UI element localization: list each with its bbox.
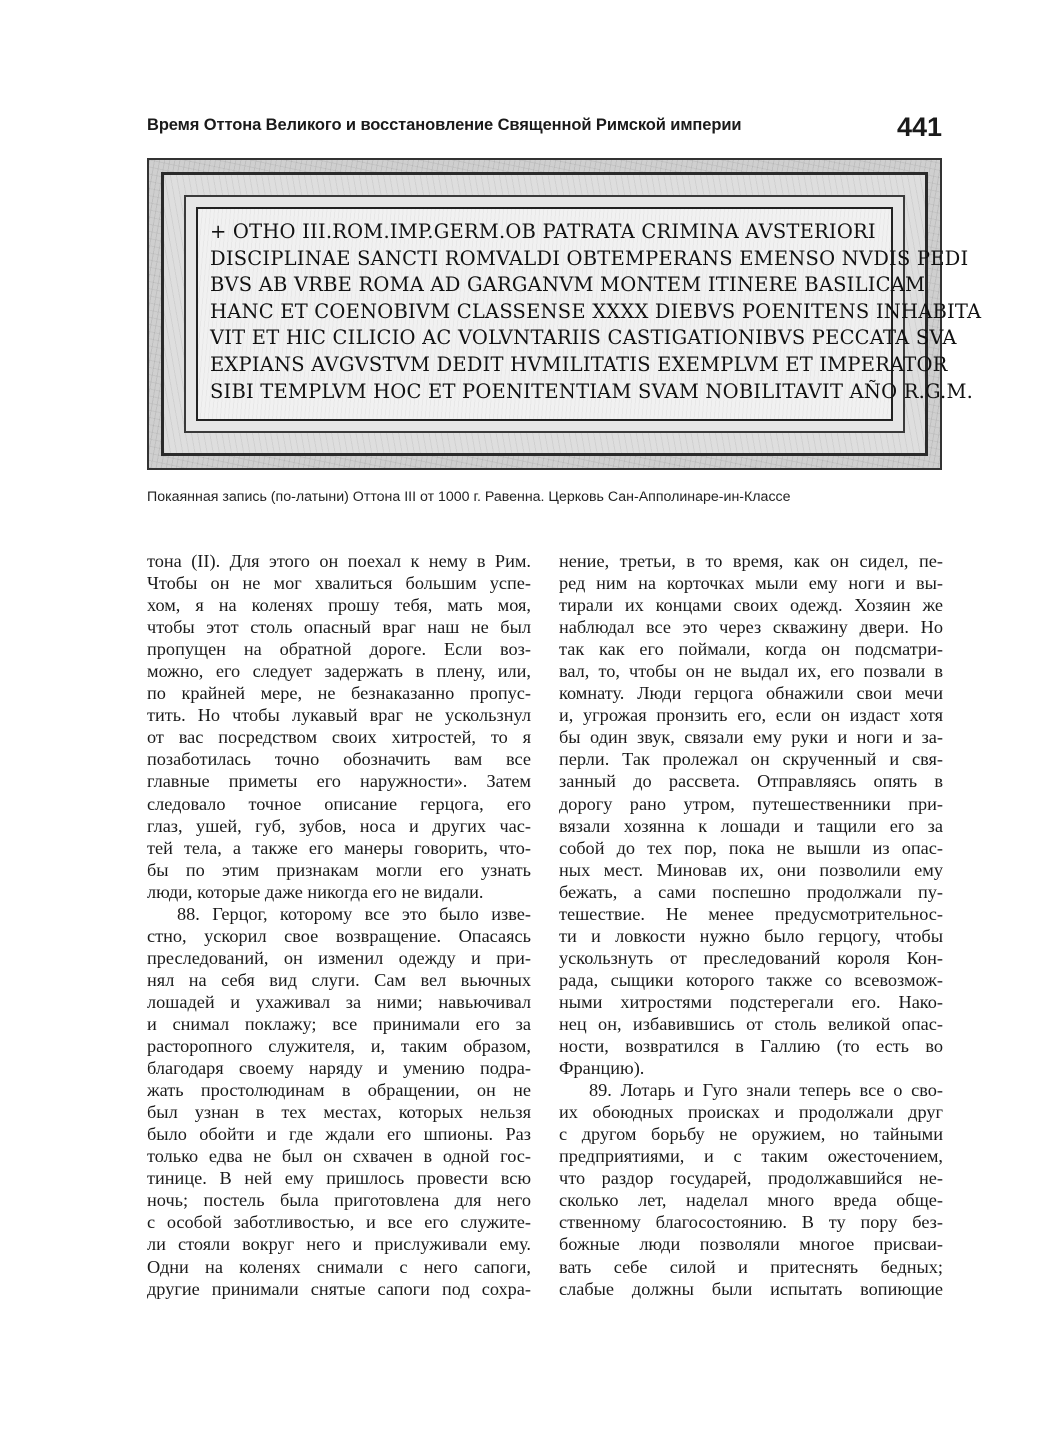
text-line: Францию). [559,1058,645,1079]
text-line: ли стояли вокруг него и прислуживали ему. [147,1234,531,1255]
text-line: люди, которые даже никогда его не видали. [147,881,484,902]
text-line: занный до рассвета. Отправляясь опять в [559,771,943,792]
text-line: был узнан в тех местах, которых нельзя [147,1102,531,1123]
text-line: преследований, он изменил одежду и при- [147,947,531,968]
text-line: тирали их концами своих одежд. Хозяин же [559,595,943,616]
inscription-line: VIT ET HIC CILICIO AC VOLVNTARIIS CASTIGATIONIBVS PECCATA SVA [210,326,957,350]
inscription-plaque-figure [147,158,982,470]
text-line: ред ним на корточках мыли ему ноги и вы- [559,573,943,594]
text-line: тей тела, а также его манеры говорить, что- [147,837,531,858]
text-line: бежать, а сами поспешно продолжали пу- [559,881,943,902]
text-line: хом, я на коленях прошу тебя, мать моя, [147,595,531,616]
text-line: дорогу рано утром, путешественники при- [559,793,943,814]
inscription-line: SIBI TEMPLVM HOC ET POENITENTIAM SVAM NOBILITAVIT AÑO R.G.M. [210,379,974,403]
text-line: тинице. В ней ему пришлось провести всю [147,1168,531,1189]
text-line: рада, сыщики которого также со всевозмож- [559,969,943,990]
text-line: пропущен на обратной дороге. Если воз- [147,639,531,660]
text-line: нял на себя вид слуги. Сам вел вьючных [147,969,531,990]
text-line: с особой заботливостью, и все его служите- [147,1212,531,1233]
text-line: было обойти и где ждали его шпионы. Раз [147,1124,531,1145]
inscription-line: EXPIANS AVGVSTVM DEDIT HVMILITATIS EXEMPLVM ET IMPERATOR [210,352,948,376]
text-line: тить. Но чтобы лукавый враг не ускользнул [147,705,531,726]
text-line: ности, возвратился в Галлию (то есть во [559,1036,943,1057]
text-line: ственному благосостоянию. В ту пору без- [559,1212,943,1233]
text-line: следовало точное описание герцога, его [147,793,531,814]
text-line: комнату. Люди герцога обнажили свои мечи [559,683,943,704]
text-line: божные люди позволяли многое присваи- [559,1234,943,1255]
text-line: вать себе силой и притеснять бедных; [559,1256,943,1277]
inscription-line: BVS AB VRBE ROMA AD GARGANVM MONTEM ITINERE BASILICAM [210,273,926,297]
plaque-inscription-panel [196,207,982,421]
text-line: можно, его следует задержать в плену, или, [147,661,531,682]
text-line: стно, ускорил свое возвращение. Опасаясь [147,925,531,946]
text-line: и, угрожая пронзить его, если он издаст хотя [559,705,943,726]
plaque-middle-frame [184,195,982,433]
text-line: по крайней мере, не безнаказанно пропус- [147,683,531,704]
text-line: наблюдал все это через скважину двери. Но [559,617,943,638]
text-line: главные приметы его наружности». Затем [147,771,531,792]
text-line: расторопного служителя, и, таким образом, [147,1036,531,1057]
text-line: ночь; постель была приготовлена для него [147,1190,531,1211]
text-line: ти и ловкости нужно было герцогу, чтобы [559,925,943,946]
text-line: предприятиями, и с таким ожесточением, [559,1146,943,1167]
text-line: собой до тех пор, пока не вышли из опас- [559,837,943,858]
text-line: от вас посредством своих хитростей, то я [147,727,531,748]
page-number: 441 [896,112,942,142]
text-line: только едва не был он схвачен в одной гос- [147,1146,531,1167]
text-line: Одни на коленях снимали с него сапоги, [147,1256,531,1277]
figure-caption: Покаянная запись (по-латыни) Оттона III от 1000 г. Равенна. Церковь Сан-Апполинаре-ин-Классе [147,489,791,505]
inscription-line: HANC ET COENOBIVM CLASSENSE XXXX DIEBVS POENITENS INHABITA [210,299,982,323]
text-line: ных мест. Миновав их, они позволили ему [559,859,943,880]
text-line: ускользнуть от преследований короля Кон- [559,947,943,968]
text-line: Чтобы он не мог хвалиться большим успе- [147,573,531,594]
inscription-line: + OTHO III.ROM.IMP.GERM.OB PATRATA CRIMINA AVSTERIORI [210,220,876,243]
text-line: другие принимали снятые сапоги под сохра- [147,1278,531,1299]
text-line: позаботилась точно обозначить вам все [147,749,531,770]
text-line: ными хитростями подстерегали его. Нако- [559,991,943,1012]
inscription-line: DISCIPLINAE SANCTI ROMVALDI OBTEMPERANS EMENSO NVDIS PEDI [210,246,969,270]
text-line: глаз, ушей, губ, зубов, носа и других час- [147,815,531,836]
text-line: нец он, избавившись от столь великой опас- [559,1013,943,1034]
text-line: перли. Так пролежал он скрученный и свя- [559,749,943,770]
text-line: жать простолюдинам в обращении, он не [147,1080,531,1101]
text-line: тешествие. Не менее предусмотрительнос- [559,903,943,924]
text-line: вал, то, чтобы он не выдал их, его позвали в [559,661,943,682]
text-line: так как его поймали, когда он подсматри- [559,639,943,660]
text-line: их обоюдных происках и продолжали друг [559,1102,943,1123]
text-line: тона (II). Для этого он поехал к нему в Рим. [147,551,531,571]
text-line: нение, третьи, в то время, как он сидел, пе- [559,551,943,571]
text-line: чтобы этот столь опасный враг наш не был [147,617,531,638]
text-line: бы один звук, связали ему руки и ноги и за- [559,727,943,748]
running-title: Время Оттона Великого и восстановление Священной Римской империи [147,116,742,134]
text-line: лошадей и ухаживал за ними; навьючивал [147,991,531,1012]
text-column-right [559,550,943,1300]
text-line: и снимал поклажу; все принимали его за [147,1013,531,1034]
text-line: вязали хозянна к лошади и тащили его за [559,815,943,836]
text-line: с другом борьбу не оружием, но тайными [559,1124,943,1145]
text-line: благодаря своему наряду и умению подра- [147,1058,531,1079]
text-line: слабые должны были испытать вопиющие [559,1278,943,1299]
paragraph-start-line: 89. Лотарь и Гуго знали теперь все о сво- [589,1080,943,1101]
plaque-outer-frame [161,172,982,456]
text-line: бы по этим признакам могли его узнать [147,859,531,880]
text-line: что раздор государей, продолжавшийся не- [559,1168,943,1189]
paragraph-start-line: 88. Герцог, которому все это было изве- [177,903,531,924]
text-column-left [147,550,531,1300]
text-line: сколько лет, наделал много вреда обще- [559,1190,943,1211]
